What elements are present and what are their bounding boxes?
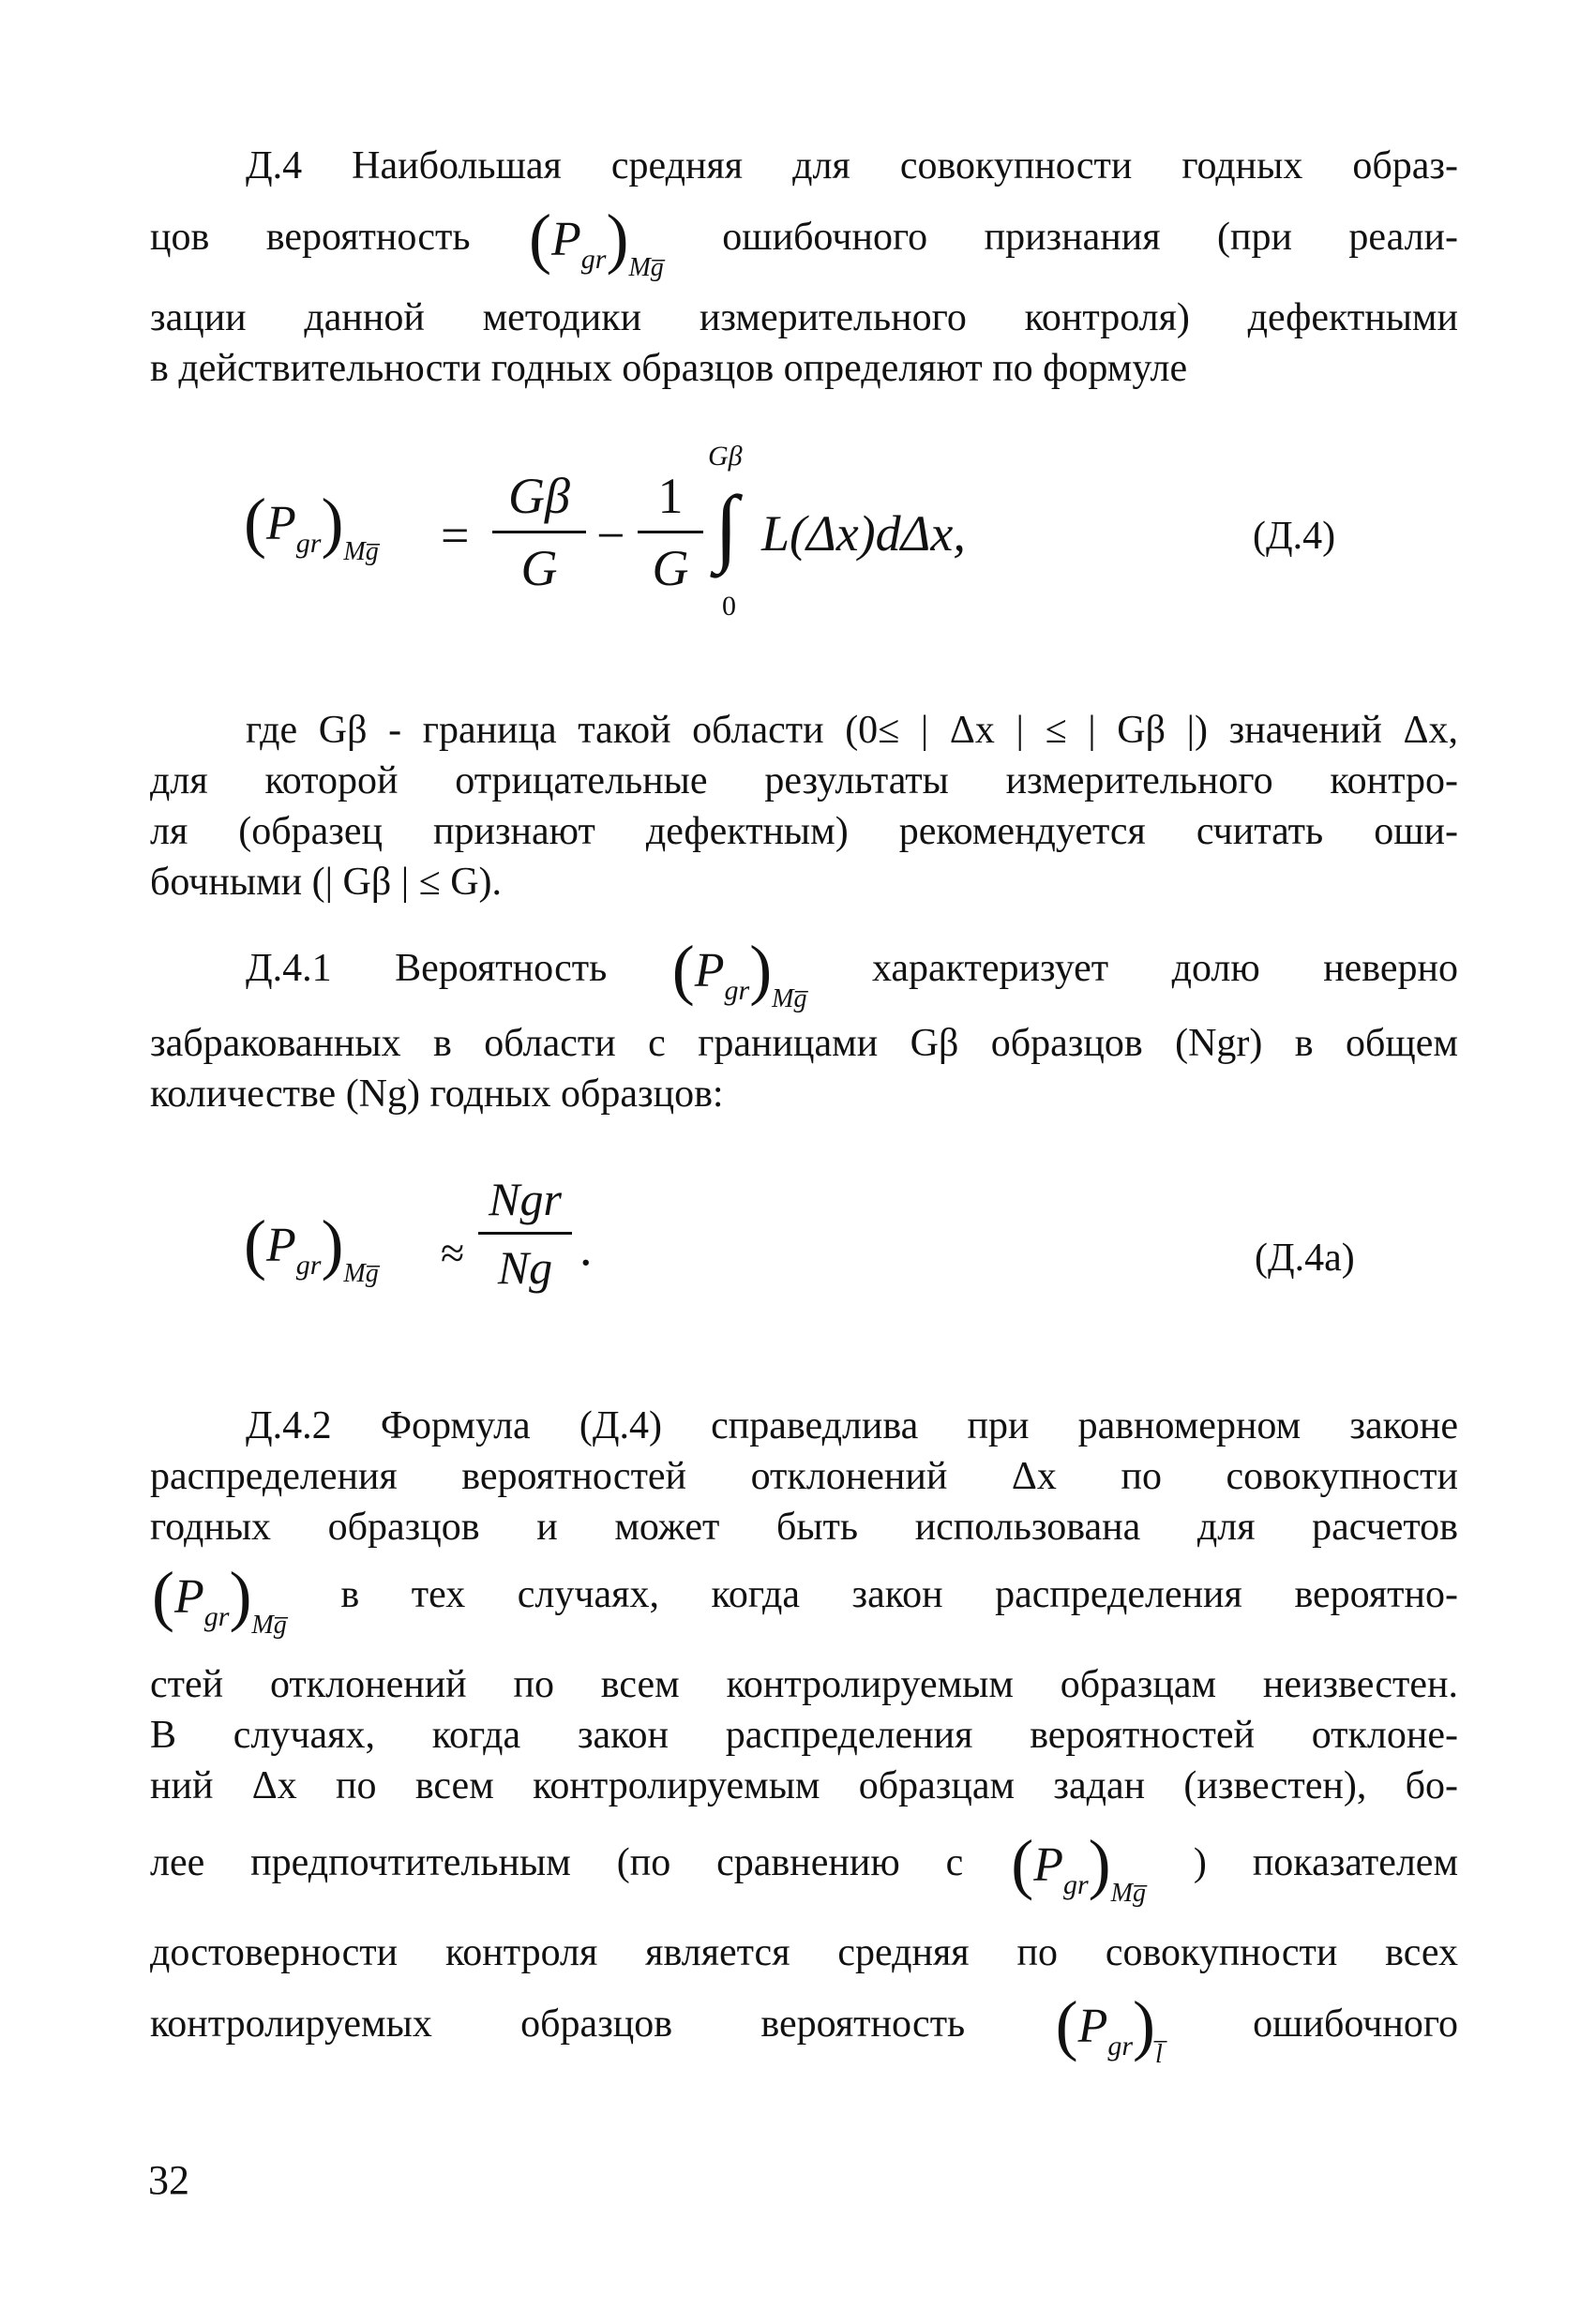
para-d42-line-10-end: ошибочного [1253, 2002, 1459, 2046]
para-where-line-3: ля (образец признают дефектным) рекомендуется считать оши- [150, 810, 1458, 853]
equation-number-d4a: (Д.4а) [1255, 1237, 1355, 1280]
para-d41-line-2: забракованных в области с границами Gβ образцов (Ngr) в общем [150, 1022, 1458, 1065]
para-d42-line-6: В случаях, когда закон распределения вероятностей отклоне- [150, 1714, 1458, 1757]
para-d42-line-8 [150, 1826, 1459, 1919]
para-where-line-4: бочными (| Gβ | ≤ G). [150, 861, 503, 904]
para-d42-line-10-start: контролируемых образцов вероятность [150, 2002, 966, 2046]
pgr-mg-symbol: $(P_{gr})_{Mg̅}$ [671, 932, 807, 1013]
formula-d4-integrand: L(Δx)dΔx, [761, 505, 966, 562]
para-d41-line-1-end: характеризует долю неверно [871, 947, 1459, 990]
para-d4-line-1: Д.4 Наибольшая средняя для совокупности годных образ- [246, 144, 1458, 187]
formula-d4-integral-upper: Gβ [708, 441, 743, 472]
formula-d4-fraction-2: 1 G [638, 467, 703, 597]
para-d42-line-9: достоверности контроля является средняя по совокупности всех [150, 1931, 1458, 1974]
pgr-mg-symbol: $(P_{gr})_{Mg̅}$ [529, 201, 664, 282]
para-d42-line-1: Д.4.2 Формула (Д.4) справедлива при равномерном законе [246, 1404, 1458, 1447]
para-d41-line-1 [246, 932, 1459, 1025]
para-d42-line-7: ний Δx по всем контролируемым образцам задан (известен), бо- [150, 1764, 1458, 1807]
formula-d4a-fraction: Ngr Ng [478, 1172, 572, 1295]
para-d41-line-1-start: Д.4.1 Вероятность [246, 947, 608, 990]
para-d42-line-2: распределения вероятностей отклонений Δx по совокупности [150, 1455, 1458, 1498]
formula-d4-minus: − [596, 507, 625, 563]
para-d42-line-10 [150, 1987, 1459, 2080]
para-d42-line-3: годных образцов и может быть использована для расчетов [150, 1506, 1458, 1549]
para-d4-line-2-end: ошибочного признания (при реали- [722, 216, 1458, 259]
formula-d4-equals: = [441, 507, 470, 563]
formula-d4a-dot: . [579, 1220, 593, 1276]
para-d4-line-2-start: цов вероятность [150, 216, 471, 259]
pgr-mg-symbol: $(P_{gr})_{Mg̅}$ [1011, 1826, 1146, 1908]
formula-d4-fraction-1: Gβ G [492, 467, 586, 597]
para-d4-line-3: зации данной методики измерительного контроля) дефектными [150, 296, 1458, 339]
para-d42-line-8-start: лее предпочтительным (по сравнению с [150, 1841, 964, 1884]
para-d4-line-2 [150, 201, 1458, 293]
pgr-mg-symbol: $(P_{gr})_{Mg̅}$ [152, 1558, 287, 1640]
formula-d4a-lhs: $(P_{gr})_{Mg̅}$ [244, 1207, 379, 1288]
formula-d4a-approx: ≈ [441, 1229, 465, 1277]
para-d42-line-5: стей отклонений по всем контролируемым образцам неизвестен. [150, 1663, 1458, 1706]
formula-d4-integral-sign: ∫ [715, 478, 739, 574]
equation-number-d4: (Д.4) [1253, 515, 1336, 558]
para-d42-line-4-text: в тех случаях, когда закон распределения вероятно- [340, 1573, 1459, 1616]
para-d42-line-4 [150, 1558, 1459, 1651]
para-d4-line-4: в действительности годных образцов определяют по формуле [150, 347, 1188, 390]
para-d42-line-8-end: ) показателем [1193, 1841, 1459, 1884]
para-where-line-2: для которой отрицательные результаты измерительного контро- [150, 759, 1458, 802]
pgr-l-symbol: $(P_{gr})_{l̅}$ [1055, 1987, 1163, 2069]
page-number: 32 [148, 2157, 189, 2203]
para-where-line-1: где Gβ - граница такой области (0≤ | Δx | ≤ | Gβ |) значений Δx, [246, 709, 1458, 752]
formula-d4-integral-lower: 0 [722, 591, 736, 622]
para-d41-line-3: количестве (Ng) годных образцов: [150, 1072, 724, 1116]
formula-d4-lhs: $(P_{gr})_{Mg̅}$ [244, 485, 379, 566]
